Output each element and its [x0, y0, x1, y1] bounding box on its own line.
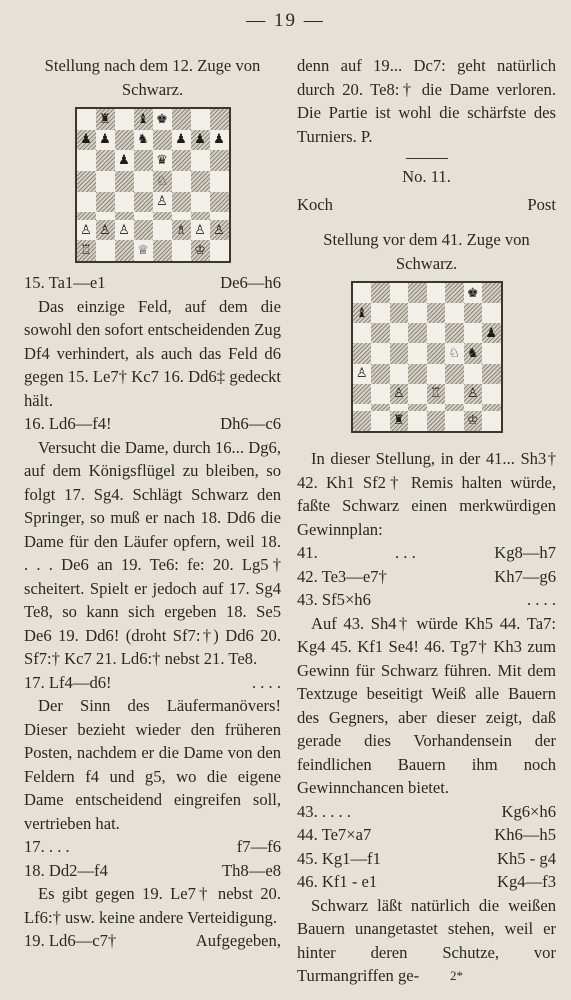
chess-piece: ♚ — [466, 285, 479, 301]
chess-piece: ♕ — [137, 243, 149, 259]
board-square — [390, 283, 409, 303]
move-line: 44. Te7×a7 Kh6—h5 — [297, 825, 556, 844]
chess-piece: ♟ — [118, 153, 130, 169]
board-square — [482, 384, 501, 404]
board-square — [77, 192, 96, 213]
board-square — [172, 192, 191, 213]
page-number: — 19 — — [246, 10, 325, 31]
board-square — [210, 150, 229, 171]
board-square — [408, 343, 427, 363]
board-square — [390, 364, 409, 384]
board-square — [353, 343, 372, 363]
board-square — [390, 303, 409, 323]
board-square — [153, 130, 172, 151]
chess-piece: ♟ — [213, 132, 225, 148]
board-square — [191, 171, 210, 192]
board-square — [427, 343, 446, 363]
move-line: 15. Ta1—e1 De6—h6 — [24, 273, 281, 292]
board-square — [371, 411, 390, 431]
signature-mark: 2* — [450, 968, 463, 983]
board-square — [210, 192, 229, 213]
annotation: Es gibt gegen 19. Le7† nebst 20. Lf6:† usw. keine andere Verteidigung. — [24, 884, 281, 927]
board-square — [353, 404, 372, 411]
board-square — [408, 384, 427, 404]
chess-piece: ♖ — [77, 240, 96, 261]
board-square — [153, 220, 172, 241]
move-line: 41. . . . Kg8—h7 — [297, 543, 556, 562]
board-square — [353, 384, 372, 404]
chess-piece: ♚ — [156, 111, 168, 127]
chess-piece: ♟ — [191, 130, 210, 151]
board-square — [191, 150, 210, 171]
black-player: Post — [527, 194, 556, 214]
move-line: 16. Ld6—f4! Dh6—c6 — [24, 414, 281, 433]
chess-piece: ♛ — [156, 153, 168, 169]
board-square — [172, 171, 191, 192]
chess-piece: ♘ — [153, 171, 172, 192]
board-square — [427, 364, 446, 384]
chess-piece: ♙ — [80, 222, 92, 238]
board-square — [464, 303, 483, 323]
board-square — [96, 192, 115, 213]
diagram-heading: Stellung vor dem 41. Zuge von Schwarz. — [323, 230, 530, 273]
chess-piece: ♗ — [172, 220, 191, 241]
board-square — [191, 192, 210, 213]
board-square — [445, 283, 464, 303]
chess-diagram — [75, 107, 231, 263]
chess-piece: ♞ — [464, 343, 483, 363]
board-square — [134, 212, 153, 220]
chess-piece: ♔ — [191, 240, 210, 261]
board-square — [482, 303, 501, 323]
chess-piece: ♖ — [427, 384, 446, 404]
chess-piece: ♔ — [464, 411, 483, 431]
game-number: No. 11. — [402, 167, 451, 186]
board-square — [427, 303, 446, 323]
board-square — [77, 212, 96, 220]
annotation: Der Sinn des Läufermanövers! Dieser bezieht wieder den früheren Posten, nachdem er die Dame von den Feldern f4 und g5, wo die eigene Dame entscheidend eingreifen soll, vertrieben hat. — [24, 696, 281, 833]
board-square — [427, 404, 446, 411]
board-square — [134, 220, 153, 241]
board-square — [371, 384, 390, 404]
board-square — [482, 283, 501, 303]
move-line: 43. Sf5×h6 . . . . — [297, 590, 556, 609]
board-square — [482, 364, 501, 384]
chess-piece: ♜ — [390, 411, 409, 431]
chess-piece: ♜ — [96, 109, 115, 130]
board-square — [371, 283, 390, 303]
board-square — [77, 150, 96, 171]
move-line: 18. Dd2—f4 Th8—e8 — [24, 860, 281, 880]
move-line: 45. Kg1—f1 Kh5 - g4 — [297, 848, 556, 868]
board-square — [153, 212, 172, 220]
board-square — [390, 343, 409, 363]
board-square — [371, 364, 390, 384]
board-square — [77, 171, 96, 192]
board-square — [115, 109, 134, 130]
chess-piece: ♙ — [118, 222, 130, 238]
board-square — [172, 212, 191, 220]
board-square — [445, 411, 464, 431]
board-square — [353, 411, 372, 431]
chess-piece: ♙ — [355, 366, 368, 382]
board-square — [172, 240, 191, 261]
board-square — [408, 411, 427, 431]
white-player: Koch — [297, 194, 333, 214]
board-square — [371, 343, 390, 363]
move-line: 17. . . . f7—f6 — [24, 837, 281, 856]
move-line: 43. . . . . Kg6×h6 — [297, 801, 556, 821]
chess-piece: ♞ — [137, 132, 149, 148]
chess-piece: ♙ — [390, 384, 409, 404]
board-square — [172, 109, 191, 130]
chess-piece: ♟ — [482, 323, 501, 343]
board-square — [482, 411, 501, 431]
board-square — [115, 171, 134, 192]
board-square — [77, 109, 96, 130]
board-square — [172, 150, 191, 171]
chess-piece: ♟ — [175, 132, 187, 148]
board-square — [464, 364, 483, 384]
board-square — [191, 212, 210, 220]
board-square — [445, 364, 464, 384]
move-line: 46. Kf1 - e1 Kg4—f3 — [297, 872, 556, 891]
board-square — [408, 323, 427, 343]
board-square — [353, 323, 372, 343]
board-square — [371, 303, 390, 323]
annotation: In dieser Stellung, in der 41... Sh3† 42. Kh1 Sf2† Remis halten würde, faßte Schwarz einen merkwürdigen Gewinnplan: — [297, 449, 556, 539]
board-square — [96, 240, 115, 261]
board-square — [115, 212, 134, 220]
board-square — [408, 364, 427, 384]
annotation: Schwarz läßt natürlich die weißen Bauern unangetastet stehen, weil er hinter deren Schutze, vor Turmangriffen ge- — [297, 895, 556, 985]
board-square — [96, 150, 115, 171]
board-square — [371, 404, 390, 411]
board-square — [134, 150, 153, 171]
board-square — [390, 404, 409, 411]
chess-piece: ♙ — [210, 220, 229, 241]
board-square — [134, 192, 153, 213]
right-column — [297, 54, 556, 988]
board-square — [427, 283, 446, 303]
board-square — [210, 212, 229, 220]
board-square — [210, 240, 229, 261]
chess-piece: ♝ — [353, 303, 372, 323]
board-square — [153, 240, 172, 261]
chess-diagram — [351, 281, 503, 433]
board-square — [115, 240, 134, 261]
board-square — [427, 323, 446, 343]
chess-piece: ♙ — [156, 194, 168, 210]
diagram-heading: Stellung nach dem 12. Zuge von Schwarz. — [44, 56, 261, 99]
board-square — [210, 171, 229, 192]
board-square — [96, 212, 115, 220]
board-square — [464, 404, 483, 411]
chess-piece: ♙ — [194, 222, 206, 238]
left-column — [24, 54, 281, 953]
move-line: 19. Ld6—c7† Aufgegeben, — [24, 931, 281, 950]
board-square — [353, 283, 372, 303]
board-square — [445, 303, 464, 323]
board-square — [445, 404, 464, 411]
section-divider — [406, 158, 448, 159]
chess-piece: ♝ — [134, 109, 153, 130]
board-square — [390, 323, 409, 343]
chess-piece: ♘ — [448, 345, 461, 361]
board-square — [408, 404, 427, 411]
chess-piece: ♙ — [464, 384, 483, 404]
move-line: 42. Te3—e7† Kh7—g6 — [297, 566, 556, 586]
annotation: Auf 43. Sh4† würde Kh5 44. Ta7: Kg4 45. Kf1 Se4! 46. Tg7† Kh3 zum Gewinn für Schwarz führen. Mit dem Textzuge beseitigt Weiß alle Bauern des Gegners, aber dieser zeigt, daß gerade dies Vorhandensein der feindlichen Bauern ihm noch Gewinnchancen bietet. — [297, 613, 556, 797]
annotation: Versucht die Dame, durch 16... Dg6, auf dem Königsflügel zu bleiben, so folgt 17. Sg4. Schlägt Schwarz den Springer, so muß er nach 18. Dd6 die Dame für den Läufer opfern, weil 18. . . . De6 an 19. Te6: fe: 20. Lg5† scheitert. Spielt er jedoch auf 17. Sg4 Te8, so kann sich ergeben 18. Se5 De6 19. Dd6! (droht Sf7:†) Dd6 20. Sf7:† Kc7 21. Ld6:† nebst 21. Te8. — [24, 437, 281, 668]
board-square — [482, 343, 501, 363]
board-square — [115, 192, 134, 213]
annotation: denn auf 19... Dc7: geht natürlich durch 20. Te8:† die Dame verloren. Die Partie ist wohl die schärfste des Turniers. P. — [297, 56, 556, 146]
board-square — [96, 171, 115, 192]
board-square — [134, 171, 153, 192]
players — [297, 193, 556, 217]
move-line: 17. Lf4—d6! . . . . — [24, 672, 281, 692]
annotation: Das einzige Feld, auf dem die sowohl den sofort entscheidenden Zug Df4 verhindert, als auch das Feld d6 gegen 15. Le7† Kc7 16. Dd6‡ gedeckt hält. — [24, 296, 281, 410]
chess-piece: ♟ — [77, 130, 96, 151]
board-square — [210, 109, 229, 130]
board-square — [115, 130, 134, 151]
board-square — [371, 323, 390, 343]
board-square — [445, 323, 464, 343]
board-square — [191, 109, 210, 130]
board-square — [464, 323, 483, 343]
board-square — [427, 411, 446, 431]
board-square — [408, 303, 427, 323]
chess-piece: ♙ — [96, 220, 115, 241]
board-square — [445, 384, 464, 404]
board-square — [408, 283, 427, 303]
chess-piece: ♟ — [99, 132, 111, 148]
board-square — [482, 404, 501, 411]
